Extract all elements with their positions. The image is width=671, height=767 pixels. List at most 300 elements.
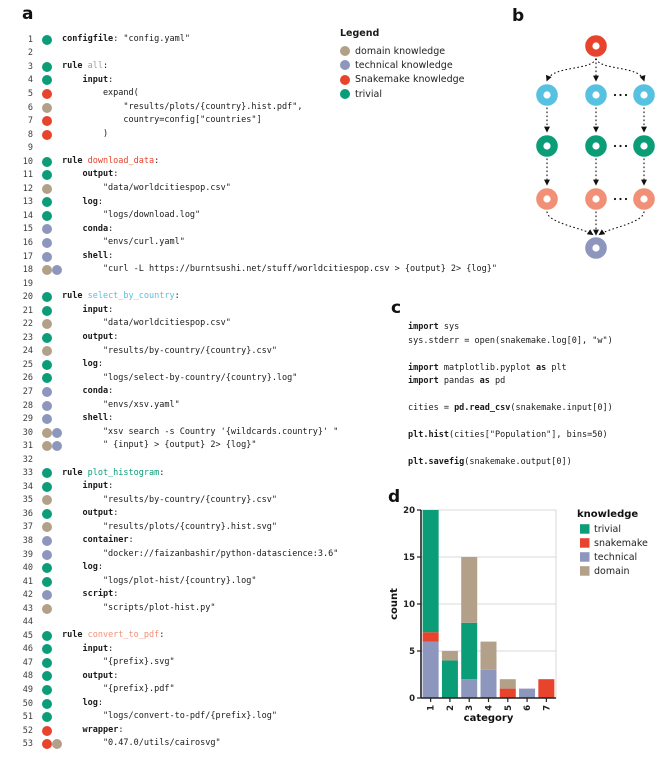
x-tick-label: 7 (542, 705, 553, 711)
code-text (62, 114, 262, 128)
code-text (62, 155, 159, 169)
x-axis-title: category (463, 713, 514, 724)
code-line (16, 263, 497, 277)
domain-legend-dot (340, 46, 350, 56)
code-segment: : (97, 697, 103, 708)
y-tick-label: 5 (409, 647, 415, 657)
line-number: 32 (22, 454, 33, 465)
dag-node-salmon (637, 192, 651, 206)
code-line (16, 209, 497, 223)
trivial-knowledge-dot (42, 211, 52, 221)
code-segment (62, 305, 82, 315)
line-number: 30 (22, 427, 33, 438)
code-line (408, 456, 613, 470)
dag-node-cyan (540, 88, 554, 102)
trivial-legend-dot (340, 89, 350, 99)
code-segment: : (97, 196, 103, 207)
domain-knowledge-dot (42, 522, 52, 532)
ellipsis-dot (619, 145, 621, 147)
code-segment: plt (546, 362, 567, 373)
code-segment (62, 169, 82, 179)
code-segment: "data/worldcitiespop.csv" (62, 183, 231, 194)
code-segment: : (118, 724, 124, 735)
dag-edge (547, 212, 593, 235)
bar-segment-snakemake (500, 689, 516, 698)
code-text (62, 561, 103, 575)
code-text (62, 33, 190, 47)
line-number: 35 (22, 495, 33, 506)
code-segment: : (174, 291, 180, 302)
code-segment (62, 75, 82, 85)
line-number: 37 (22, 522, 33, 533)
code-segment: select_by_country (87, 291, 175, 302)
code-segment: (snakemake.output[0]) (464, 457, 572, 467)
code-segment: "results/by-country/{country}.csv" (62, 345, 277, 356)
chart-legend-label: domain (594, 566, 630, 577)
code-segment (62, 413, 82, 423)
line-number: 40 (22, 563, 33, 574)
line-number: 19 (22, 278, 33, 289)
code-segment: : (97, 359, 103, 370)
annotation-dots (33, 726, 62, 736)
trivial-knowledge-dot (42, 333, 52, 343)
code-segment: shell (82, 413, 109, 424)
line-number: 7 (27, 116, 33, 127)
technical-knowledge-dot (42, 550, 52, 560)
code-text (62, 548, 338, 562)
code-line (16, 250, 497, 264)
code-segment: : (113, 670, 119, 681)
code-segment: (snakemake.input[0]) (510, 403, 613, 413)
code-segment: rule (62, 467, 88, 478)
chart-legend-label: snakemake (594, 538, 648, 549)
code-text (62, 521, 277, 535)
x-tick-label: 3 (465, 705, 476, 711)
code-segment: "data/worldcitiespop.csv" (62, 318, 231, 329)
python-script-listing (408, 321, 613, 470)
code-segment: : (108, 413, 114, 424)
code-text (62, 710, 277, 724)
annotation-dots (33, 89, 62, 99)
code-segment: "logs/select-by-country/{country}.log" (62, 372, 298, 383)
annotation-dots (33, 224, 62, 234)
annotation-dots (33, 35, 62, 45)
code-segment: "scripts/plot-hist.py" (62, 602, 216, 613)
dag-node-technical (589, 241, 603, 255)
code-segment: log (82, 359, 98, 370)
code-line (408, 335, 613, 349)
annotation-dots (33, 658, 62, 668)
trivial-knowledge-dot (42, 157, 52, 167)
line-number: 20 (22, 292, 33, 303)
code-text (62, 588, 118, 602)
line-number: 25 (22, 359, 33, 370)
code-segment: container (82, 535, 129, 546)
code-text (62, 467, 164, 481)
code-segment (62, 508, 82, 518)
code-line (408, 429, 613, 443)
code-text (62, 683, 175, 697)
annotation-dots (33, 238, 62, 248)
code-segment: all (87, 61, 103, 72)
annotation-dots (33, 103, 62, 113)
annotation-dots (33, 563, 62, 573)
annotation-dots (33, 522, 62, 532)
code-text (62, 223, 113, 237)
chart-legend-title: knowledge (577, 509, 639, 520)
code-text (62, 182, 231, 196)
code-segment (62, 644, 82, 654)
chart-legend-label: trivial (594, 524, 621, 535)
code-line (408, 375, 613, 389)
panel-a-label: a (22, 4, 34, 24)
dag-node-trivial (637, 139, 651, 153)
technical-knowledge-dot (52, 265, 62, 275)
dag-node-salmon (540, 192, 554, 206)
code-segment (62, 589, 82, 599)
code-line (408, 402, 613, 416)
trivial-knowledge-dot (42, 306, 52, 316)
code-segment: rule (62, 291, 88, 302)
dag-edge (596, 59, 644, 81)
code-segment: import (408, 376, 439, 386)
code-segment: "envs/xsv.yaml" (62, 399, 180, 410)
code-line (16, 290, 497, 304)
code-text (62, 263, 497, 277)
code-segment: "results/by-country/{country}.csv" (62, 494, 277, 505)
code-text (62, 358, 103, 372)
line-number: 29 (22, 414, 33, 425)
snakemake-legend-dot (340, 75, 350, 85)
code-segment: script (82, 589, 114, 600)
line-number: 24 (22, 346, 33, 357)
code-segment: log (82, 196, 98, 207)
code-segment: import (408, 362, 439, 373)
line-number: 51 (22, 712, 33, 723)
trivial-knowledge-dot (42, 644, 52, 654)
code-segment: as (479, 376, 490, 386)
annotation-dots (33, 157, 62, 167)
snakemake-knowledge-dot (42, 116, 52, 126)
legend-item-label: trivial (355, 88, 382, 100)
code-line (408, 348, 613, 362)
code-segment: as (535, 362, 547, 373)
trivial-knowledge-dot (42, 577, 52, 587)
ellipsis-dot (625, 94, 627, 96)
code-line (408, 362, 613, 376)
code-segment: rule (62, 155, 88, 166)
trivial-knowledge-dot (42, 712, 52, 722)
code-segment: rule (62, 61, 88, 72)
ellipsis-dot (625, 145, 627, 147)
trivial-knowledge-dot (42, 360, 52, 370)
annotation-dots (33, 306, 62, 316)
code-segment: pandas (438, 376, 480, 386)
domain-knowledge-dot (52, 739, 62, 749)
x-tick-label: 4 (484, 705, 495, 711)
annotation-dots (33, 62, 62, 72)
code-segment: import (408, 322, 439, 332)
code-line (408, 443, 613, 457)
y-tick-label: 10 (403, 600, 415, 610)
ellipsis-dot (619, 94, 621, 96)
line-number: 46 (22, 644, 33, 655)
legend-item (340, 58, 464, 72)
bar-segment-domain (461, 557, 477, 623)
panel-c-label: c (391, 298, 402, 318)
code-segment (62, 671, 82, 681)
trivial-knowledge-dot (42, 373, 52, 383)
code-text (62, 643, 113, 657)
code-segment (62, 725, 82, 735)
annotation-dots (33, 130, 62, 140)
code-text (62, 724, 123, 738)
code-line (16, 196, 497, 210)
line-number: 12 (22, 183, 33, 194)
annotation-legend (340, 28, 464, 101)
workflow-dag (516, 22, 671, 270)
code-text (62, 345, 277, 359)
trivial-legend-swatch (580, 524, 590, 534)
code-text (62, 656, 175, 670)
snakemake-knowledge-dot (42, 130, 52, 140)
code-segment: "logs/plot-hist/{country}.log" (62, 575, 257, 586)
line-number: 41 (22, 576, 33, 587)
dag-node-cyan (637, 88, 651, 102)
code-text (62, 737, 221, 751)
code-line (16, 101, 497, 115)
annotation-dots (33, 333, 62, 343)
annotation-dots (33, 604, 62, 614)
legend-item-label: technical knowledge (355, 59, 453, 71)
line-number: 4 (27, 75, 33, 86)
line-number: 34 (22, 481, 33, 492)
annotation-dots (33, 509, 62, 519)
line-number: 45 (22, 630, 33, 641)
annotation-dots (33, 712, 62, 722)
domain-knowledge-dot (42, 495, 52, 505)
line-number: 16 (22, 237, 33, 248)
code-segment: : "config.yaml" (113, 34, 190, 44)
code-text (62, 128, 108, 142)
bar-segment-snakemake (423, 632, 439, 641)
ellipsis-dot (614, 145, 616, 147)
line-number: 8 (27, 129, 33, 140)
dag-node-salmon (589, 192, 603, 206)
annotation-dots (33, 373, 62, 383)
code-text (62, 439, 256, 453)
code-text (62, 317, 231, 331)
annotation-dots (33, 319, 62, 329)
code-text (62, 87, 139, 101)
code-text (62, 602, 216, 616)
code-segment: plot_histogram (87, 467, 160, 478)
technical-legend-dot (340, 60, 350, 70)
code-segment: log (82, 697, 98, 708)
technical-knowledge-dot (42, 387, 52, 397)
technical-knowledge-dot (42, 590, 52, 600)
code-segment: output (82, 332, 114, 343)
annotation-dots (33, 441, 62, 451)
line-number: 23 (22, 332, 33, 343)
code-segment (62, 481, 82, 491)
line-number: 18 (22, 265, 33, 276)
technical-knowledge-dot (42, 401, 52, 411)
annotation-dots (33, 252, 62, 262)
x-tick-label: 1 (426, 705, 437, 711)
line-number: 6 (27, 102, 33, 113)
line-number: 48 (22, 671, 33, 682)
code-text (62, 575, 256, 589)
code-text (62, 290, 180, 304)
code-segment: "{prefix}.svg" (62, 657, 175, 668)
annotation-dots (33, 631, 62, 641)
legend-item (340, 73, 464, 87)
technical-knowledge-dot (42, 252, 52, 262)
code-segment (62, 251, 82, 261)
line-number: 5 (27, 88, 33, 99)
bar-segment-trivial (461, 623, 477, 679)
code-segment (62, 562, 82, 572)
code-segment: "logs/convert-to-pdf/{prefix}.log" (62, 711, 277, 722)
trivial-knowledge-dot (42, 563, 52, 573)
code-line (16, 236, 497, 250)
code-segment: sys (438, 322, 460, 332)
annotation-dots (33, 685, 62, 695)
code-segment: : (113, 169, 119, 180)
code-text (62, 331, 118, 345)
code-segment: "envs/curl.yaml" (62, 237, 185, 248)
code-segment: "0.47.0/utils/cairosvg" (62, 738, 221, 749)
code-segment: wrapper (82, 724, 119, 735)
trivial-knowledge-dot (42, 468, 52, 478)
line-number: 2 (27, 48, 33, 59)
x-tick-label: 5 (503, 705, 514, 711)
code-segment: : (108, 481, 114, 492)
domain-knowledge-dot (42, 184, 52, 194)
code-line (16, 182, 497, 196)
annotation-dots (33, 265, 62, 275)
annotation-dots (33, 292, 62, 302)
bar-segment-trivial (423, 510, 439, 632)
dag-node-snakemake (589, 39, 603, 53)
code-segment: " {input} > {output} 2> {log}" (62, 440, 257, 451)
annotation-dots (33, 428, 62, 438)
annotation-dots (33, 170, 62, 180)
code-text (62, 250, 113, 264)
trivial-knowledge-dot (42, 482, 52, 492)
dag-edge (600, 212, 645, 235)
line-number: 15 (22, 224, 33, 235)
code-segment: plt.savefig (408, 457, 465, 467)
annotation-dots (33, 197, 62, 207)
ellipsis-dot (625, 198, 627, 200)
annotation-dots (33, 577, 62, 587)
annotation-dots (33, 482, 62, 492)
code-segment: : (108, 250, 114, 261)
code-segment: output (82, 169, 114, 180)
x-tick-label: 6 (523, 705, 534, 711)
code-segment: input (82, 304, 109, 315)
code-segment: : (97, 562, 103, 573)
technical-knowledge-dot (52, 441, 62, 451)
annotation-dots (33, 116, 62, 126)
technical-knowledge-dot (42, 536, 52, 546)
annotation-legend-items (340, 44, 464, 101)
code-segment: : (154, 155, 160, 166)
line-number: 49 (22, 685, 33, 696)
code-text (62, 168, 118, 182)
trivial-knowledge-dot (42, 658, 52, 668)
panel-b-label: b (512, 6, 525, 26)
line-number: 33 (22, 468, 33, 479)
code-segment: : (113, 589, 119, 600)
trivial-knowledge-dot (42, 75, 52, 85)
code-line (16, 304, 497, 318)
annotation-dots (33, 75, 62, 85)
code-text (62, 74, 113, 88)
bar-segment-trivial (442, 660, 458, 698)
line-number: 10 (22, 156, 33, 167)
trivial-knowledge-dot (42, 509, 52, 519)
code-segment: pd.read_csv (454, 403, 511, 413)
code-segment (62, 386, 82, 396)
line-number: 9 (27, 143, 33, 154)
code-text (62, 412, 113, 426)
technical-knowledge-dot (42, 224, 52, 234)
code-segment: : (108, 643, 114, 654)
code-segment: configfile (62, 34, 114, 44)
code-text (62, 426, 338, 440)
code-segment: "{prefix}.pdf" (62, 684, 175, 695)
code-text (62, 372, 297, 386)
annotation-dots (33, 414, 62, 424)
code-segment: : (159, 467, 165, 478)
line-number: 13 (22, 197, 33, 208)
technical-legend-swatch (580, 552, 590, 562)
legend-item (340, 87, 464, 101)
code-segment: output (82, 508, 114, 519)
code-segment: ) (62, 128, 109, 139)
code-segment: matplotlib.pyplot (438, 362, 536, 373)
snakemake-legend-swatch (580, 538, 590, 548)
domain-knowledge-dot (42, 346, 52, 356)
code-text (62, 494, 277, 508)
code-text (62, 480, 113, 494)
line-number: 1 (27, 34, 33, 45)
code-text (62, 209, 200, 223)
y-tick-label: 15 (403, 553, 415, 563)
code-text (62, 629, 164, 643)
line-number: 21 (22, 305, 33, 316)
code-line (408, 321, 613, 335)
code-segment: "curl -L https://burntsushi.net/stuff/worldcitiespop.csv > {output} 2> {log}" (62, 264, 497, 275)
domain-knowledge-dot (42, 265, 52, 275)
code-segment: conda (82, 386, 109, 397)
code-segment: "results/plots/{country}.hist.pdf", (62, 101, 303, 112)
code-segment: : (108, 74, 114, 85)
line-number: 28 (22, 400, 33, 411)
code-text (62, 196, 103, 210)
code-segment: : (108, 304, 114, 315)
legend-item (340, 44, 464, 58)
annotation-legend-title: Legend (340, 28, 380, 39)
domain-knowledge-dot (42, 319, 52, 329)
code-segment: : (159, 630, 165, 641)
bar-segment-domain (481, 642, 497, 670)
code-segment (62, 698, 82, 708)
code-segment: download_data (87, 155, 155, 166)
